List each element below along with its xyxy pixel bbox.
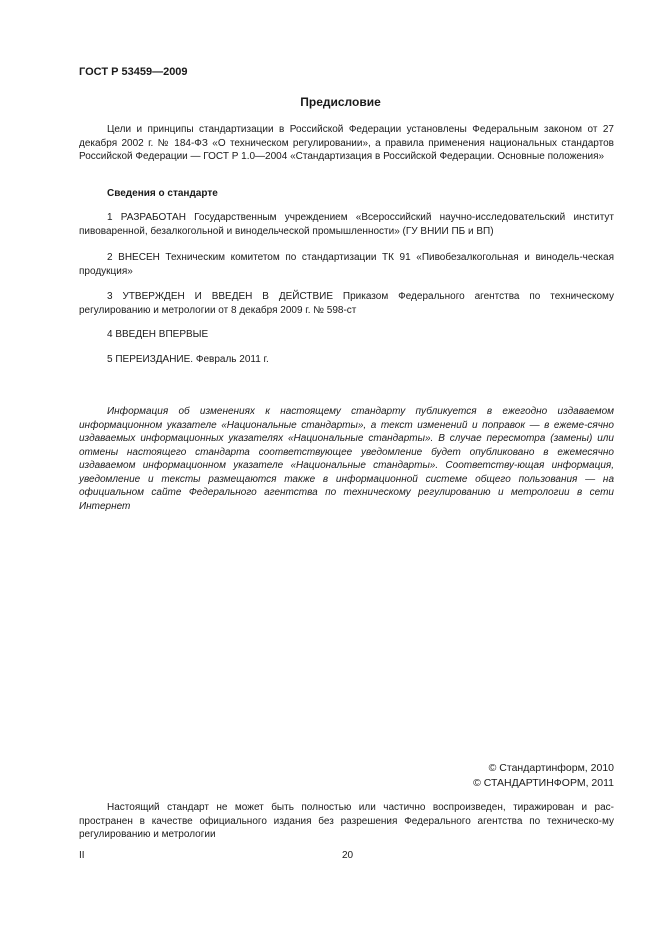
roman-page-number: II — [79, 850, 85, 861]
standard-info-item-3: 3 УТВЕРЖДЕН И ВВЕДЕН В ДЕЙСТВИЕ Приказом Федерального агентства по техническому регулированию и метрологии от 8 декабря 2009 г. № 598-ст — [79, 291, 614, 316]
copyright-line-2: © СТАНДАРТИНФОРМ, 2011 — [473, 777, 614, 789]
page-number: 20 — [342, 850, 354, 861]
changes-note: Информация об изменениях к настоящему стандарту публикуется в ежегодно издаваемом информационном указателе «Национальные стандарты», а текст изменений и поправок — в ежеме-сячно издаваемых информационных указателях «Национальные стандарты». В случае пересмотра (замены) или отмены настоящего стандарта соответствующее уведомление будет опубликовано в ежемесячно издаваемом информационном указателе «Национальные стандарты». Соответству-ющая информация, уведомление и тексты размещаются также в информационной системе общего пользования — на официальном сайте Федерального агентства по техническому регулированию и метрологии в сети Интернет — [79, 406, 614, 512]
page-title: Предисловие — [300, 95, 381, 109]
copyright-line-1: © Стандартинформ, 2010 — [488, 762, 614, 774]
standard-info-item-1: 1 РАЗРАБОТАН Государственным учреждением «Всероссийский научно-исследовательский институт пивоваренной, безалкогольной и винодельческой промышленности» (ГУ ВНИИ ПБ и ВП) — [79, 212, 614, 237]
standard-info-item-5: 5 ПЕРЕИЗДАНИЕ. Февраль 2011 г. — [107, 354, 269, 365]
intro-paragraph: Цели и принципы стандартизации в Российской Федерации установлены Федеральным законом от 27 декабря 2002 г. № 184-ФЗ «О техническом регулировании», а правила применения национальных стандартов Российской Федерации — ГОСТ Р 1.0—2004 «Стандартизация в Российской Федерации. Основные положения» — [79, 124, 614, 162]
reproduction-notice: Настоящий стандарт не может быть полностью или частично воспроизведен, тиражирован и рас-пространен в качестве официального издания без разрешения Федерального агентства по техническо-му регулированию и метрологии — [79, 802, 614, 840]
standard-info-item-4: 4 ВВЕДЕН ВПЕРВЫЕ — [107, 329, 209, 340]
document-code: ГОСТ Р 53459—2009 — [79, 66, 188, 78]
standard-info-heading: Сведения о стандарте — [107, 188, 218, 199]
standard-info-item-2: 2 ВНЕСЕН Техническим комитетом по стандартизации ТК 91 «Пивобезалкогольная и винодель-ческая продукция» — [79, 252, 614, 277]
